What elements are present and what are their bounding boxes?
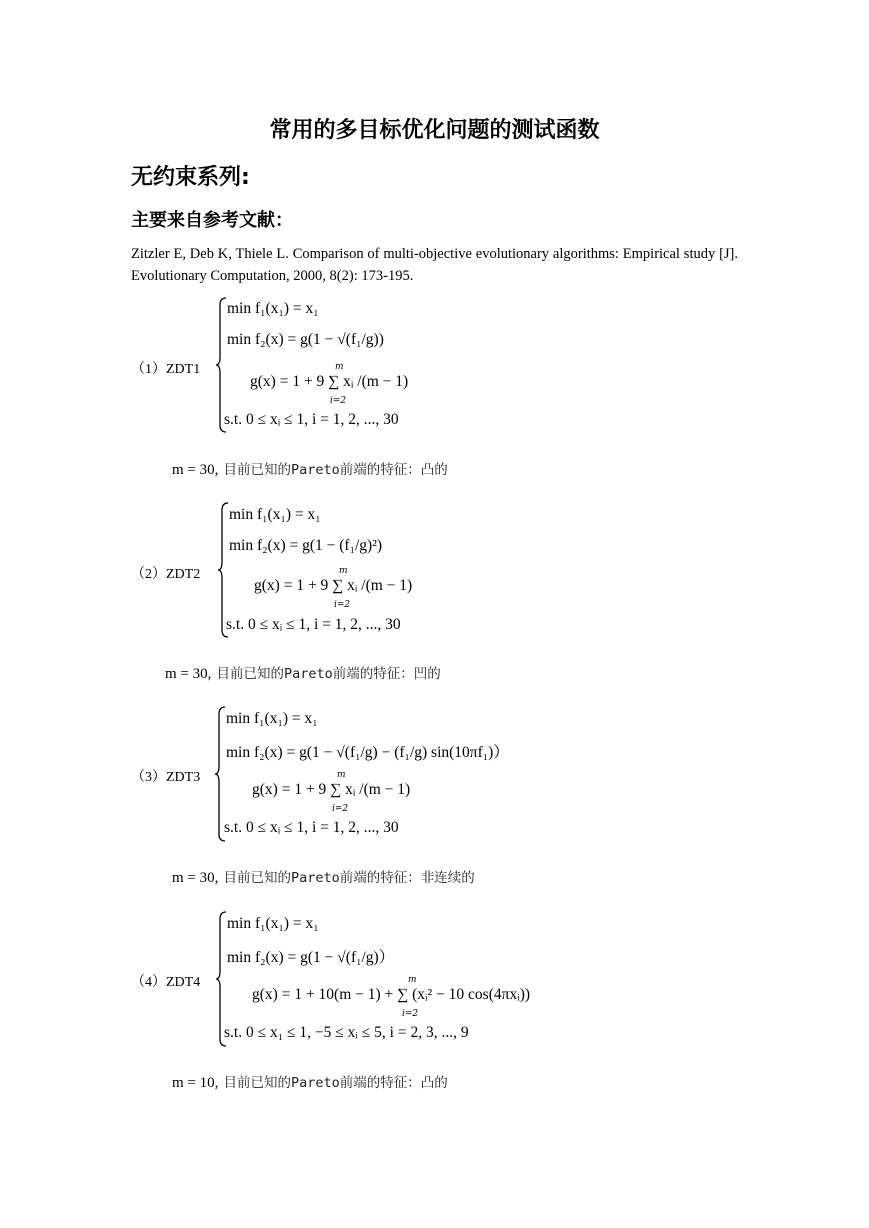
equation-line: min f₁(x₁) = x₁ [227, 915, 319, 932]
note-math: m = 30, [165, 666, 212, 682]
equation-line: min f₂(x) = g(1 − √(f₁/g)） [227, 949, 395, 966]
equation-line: s.t. 0 ≤ xᵢ ≤ 1, i = 1, 2, ..., 30 [224, 411, 399, 428]
equation-line: g(x) = 1 + 9 ∑ xᵢ /(m − 1) [252, 781, 411, 798]
equation-line: min f₁(x₁) = x₁ [227, 300, 319, 317]
problem-label: （4）ZDT4 [131, 975, 201, 990]
equation-line: min f₂(x) = g(1 − √(f₁/g) − (f₁/g) sin(10πf₁)） [226, 744, 509, 761]
document-title: 常用的多目标优化问题的测试函数 [269, 118, 600, 143]
equation-line: min f₂(x) = g(1 − (f₁/g)²) [229, 537, 383, 554]
sum-upper-limit: m [335, 362, 344, 372]
note-text: 目前已知的Pareto前端的特征：非连续的 [223, 870, 475, 886]
problem-label: （2）ZDT2 [131, 567, 201, 582]
sum-lower-limit: i=2 [402, 1009, 419, 1019]
problem-note [172, 866, 475, 887]
problem-note [172, 458, 448, 479]
problem-label: （3）ZDT3 [131, 770, 201, 785]
subheading: 主要来自参考文献： [131, 210, 293, 231]
sum-upper-limit: m [337, 770, 346, 780]
problem-label: （1）ZDT1 [131, 362, 201, 377]
note-math: m = 30, [172, 462, 219, 478]
note-text: 目前已知的Pareto前端的特征：凹的 [216, 666, 441, 682]
equation-line: min f₁(x₁) = x₁ [226, 710, 318, 727]
equation-line: min f₂(x) = g(1 − √(f₁/g)) [227, 331, 384, 348]
sum-lower-limit: i=2 [332, 804, 349, 814]
equation-line: g(x) = 1 + 9 ∑ xᵢ /(m − 1) [254, 577, 413, 594]
sum-upper-limit: m [339, 566, 348, 576]
problem-note [172, 1071, 448, 1092]
note-text: 目前已知的Pareto前端的特征：凸的 [223, 462, 448, 478]
sum-lower-limit: i=2 [330, 396, 347, 406]
sum-upper-limit: m [408, 975, 417, 985]
note-math: m = 10, [172, 1075, 219, 1091]
sum-lower-limit: i=2 [334, 600, 351, 610]
section-heading: 无约束系列: [131, 165, 250, 190]
equation-line: min f₁(x₁) = x₁ [229, 506, 321, 523]
note-math: m = 30, [172, 870, 219, 886]
reference-citation: Zitzler E, Deb K, Thiele L. Comparison of multi-objective evolutionary algorithms: Empirical study [J]. Evolutionary Computation, 2000, 8(2): 173-195. [131, 246, 738, 284]
note-text: 目前已知的Pareto前端的特征：凸的 [223, 1075, 448, 1091]
equation-line: s.t. 0 ≤ x₁ ≤ 1, −5 ≤ xᵢ ≤ 5, i = 2, 3, ..., 9 [224, 1024, 469, 1041]
equation-line: g(x) = 1 + 9 ∑ xᵢ /(m − 1) [250, 373, 409, 390]
equation-line: g(x) = 1 + 10(m − 1) + ∑ (xᵢ² − 10 cos(4πxᵢ)) [252, 986, 531, 1003]
problem-note [165, 662, 441, 683]
equation-line: s.t. 0 ≤ xᵢ ≤ 1, i = 1, 2, ..., 30 [226, 616, 401, 633]
equation-line: s.t. 0 ≤ xᵢ ≤ 1, i = 1, 2, ..., 30 [224, 819, 399, 836]
